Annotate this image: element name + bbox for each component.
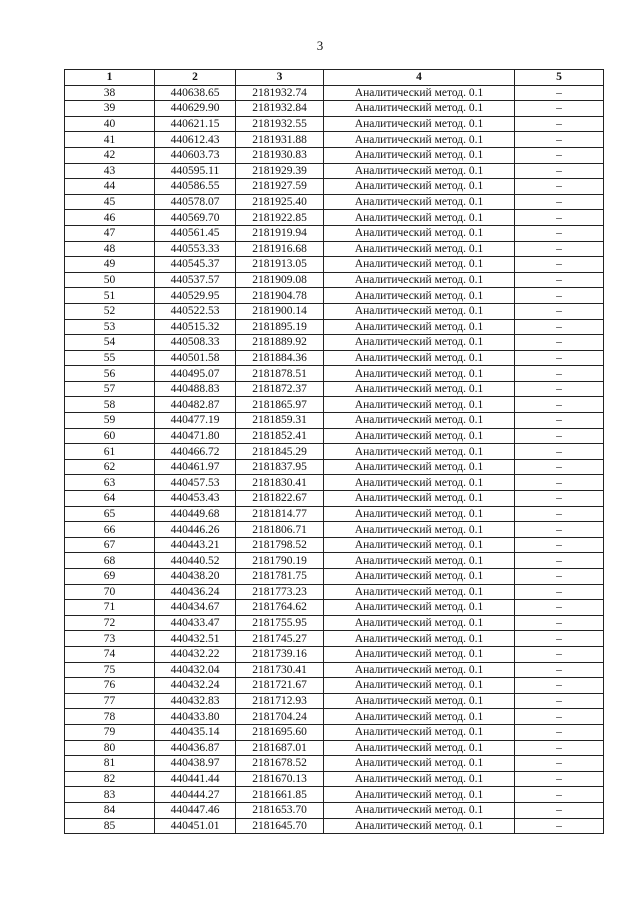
point-number-cell: 82 bbox=[65, 771, 155, 787]
note-cell: – bbox=[515, 631, 604, 647]
note-cell: – bbox=[515, 802, 604, 818]
method-cell: Аналитический метод. 0.1 bbox=[324, 428, 515, 444]
y-coordinate-cell: 2181764.62 bbox=[236, 600, 324, 616]
point-number-cell: 66 bbox=[65, 522, 155, 538]
x-coordinate-cell: 440432.24 bbox=[155, 678, 236, 694]
point-number-cell: 65 bbox=[65, 506, 155, 522]
y-coordinate-cell: 2181773.23 bbox=[236, 584, 324, 600]
point-number-cell: 42 bbox=[65, 147, 155, 163]
note-cell: – bbox=[515, 428, 604, 444]
x-coordinate-cell: 440432.04 bbox=[155, 662, 236, 678]
table-row bbox=[65, 818, 604, 834]
y-coordinate-cell: 2181895.19 bbox=[236, 319, 324, 335]
note-cell: – bbox=[515, 288, 604, 304]
y-coordinate-cell: 2181745.27 bbox=[236, 631, 324, 647]
x-coordinate-cell: 440449.68 bbox=[155, 506, 236, 522]
table-row bbox=[65, 241, 604, 257]
y-coordinate-cell: 2181931.88 bbox=[236, 132, 324, 148]
table-row bbox=[65, 303, 604, 319]
point-number-cell: 46 bbox=[65, 210, 155, 226]
table-row bbox=[65, 724, 604, 740]
method-cell: Аналитический метод. 0.1 bbox=[324, 163, 515, 179]
x-coordinate-cell: 440461.97 bbox=[155, 459, 236, 475]
note-cell: – bbox=[515, 709, 604, 725]
x-coordinate-cell: 440612.43 bbox=[155, 132, 236, 148]
method-cell: Аналитический метод. 0.1 bbox=[324, 257, 515, 273]
point-number-cell: 67 bbox=[65, 537, 155, 553]
note-cell: – bbox=[515, 569, 604, 585]
note-cell: – bbox=[515, 787, 604, 803]
table-row bbox=[65, 709, 604, 725]
method-cell: Аналитический метод. 0.1 bbox=[324, 459, 515, 475]
point-number-cell: 56 bbox=[65, 366, 155, 382]
method-cell: Аналитический метод. 0.1 bbox=[324, 397, 515, 413]
method-cell: Аналитический метод. 0.1 bbox=[324, 381, 515, 397]
x-coordinate-cell: 440488.83 bbox=[155, 381, 236, 397]
point-number-cell: 61 bbox=[65, 444, 155, 460]
note-cell: – bbox=[515, 303, 604, 319]
method-cell: Аналитический метод. 0.1 bbox=[324, 475, 515, 491]
y-coordinate-cell: 2181927.59 bbox=[236, 179, 324, 195]
x-coordinate-cell: 440438.97 bbox=[155, 756, 236, 772]
note-cell: – bbox=[515, 506, 604, 522]
point-number-cell: 47 bbox=[65, 225, 155, 241]
y-coordinate-cell: 2181798.52 bbox=[236, 537, 324, 553]
note-cell: – bbox=[515, 740, 604, 756]
table-row bbox=[65, 646, 604, 662]
point-number-cell: 59 bbox=[65, 413, 155, 429]
method-cell: Аналитический метод. 0.1 bbox=[324, 444, 515, 460]
column-header-4: 4 bbox=[324, 70, 515, 86]
table-row bbox=[65, 600, 604, 616]
y-coordinate-cell: 2181781.75 bbox=[236, 569, 324, 585]
y-coordinate-cell: 2181913.05 bbox=[236, 257, 324, 273]
x-coordinate-cell: 440595.11 bbox=[155, 163, 236, 179]
method-cell: Аналитический метод. 0.1 bbox=[324, 631, 515, 647]
note-cell: – bbox=[515, 491, 604, 507]
note-cell: – bbox=[515, 522, 604, 538]
method-cell: Аналитический метод. 0.1 bbox=[324, 85, 515, 101]
y-coordinate-cell: 2181661.85 bbox=[236, 787, 324, 803]
table-row bbox=[65, 787, 604, 803]
x-coordinate-cell: 440432.51 bbox=[155, 631, 236, 647]
table-header-row bbox=[65, 70, 604, 86]
method-cell: Аналитический метод. 0.1 bbox=[324, 116, 515, 132]
x-coordinate-cell: 440433.80 bbox=[155, 709, 236, 725]
y-coordinate-cell: 2181670.13 bbox=[236, 771, 324, 787]
note-cell: – bbox=[515, 366, 604, 382]
table-body bbox=[65, 85, 604, 834]
y-coordinate-cell: 2181929.39 bbox=[236, 163, 324, 179]
x-coordinate-cell: 440629.90 bbox=[155, 101, 236, 117]
y-coordinate-cell: 2181859.31 bbox=[236, 413, 324, 429]
point-number-cell: 43 bbox=[65, 163, 155, 179]
note-cell: – bbox=[515, 444, 604, 460]
x-coordinate-cell: 440553.33 bbox=[155, 241, 236, 257]
note-cell: – bbox=[515, 210, 604, 226]
y-coordinate-cell: 2181704.24 bbox=[236, 709, 324, 725]
point-number-cell: 38 bbox=[65, 85, 155, 101]
y-coordinate-cell: 2181822.67 bbox=[236, 491, 324, 507]
x-coordinate-cell: 440471.80 bbox=[155, 428, 236, 444]
x-coordinate-cell: 440443.21 bbox=[155, 537, 236, 553]
note-cell: – bbox=[515, 101, 604, 117]
y-coordinate-cell: 2181930.83 bbox=[236, 147, 324, 163]
note-cell: – bbox=[515, 85, 604, 101]
table-row bbox=[65, 163, 604, 179]
point-number-cell: 53 bbox=[65, 319, 155, 335]
y-coordinate-cell: 2181712.93 bbox=[236, 693, 324, 709]
note-cell: – bbox=[515, 194, 604, 210]
page-number: 3 bbox=[316, 38, 324, 53]
y-coordinate-cell: 2181790.19 bbox=[236, 553, 324, 569]
y-coordinate-cell: 2181845.29 bbox=[236, 444, 324, 460]
note-cell: – bbox=[515, 475, 604, 491]
point-number-cell: 50 bbox=[65, 272, 155, 288]
table-row bbox=[65, 537, 604, 553]
note-cell: – bbox=[515, 724, 604, 740]
table-row bbox=[65, 272, 604, 288]
method-cell: Аналитический метод. 0.1 bbox=[324, 771, 515, 787]
method-cell: Аналитический метод. 0.1 bbox=[324, 537, 515, 553]
method-cell: Аналитический метод. 0.1 bbox=[324, 288, 515, 304]
method-cell: Аналитический метод. 0.1 bbox=[324, 366, 515, 382]
note-cell: – bbox=[515, 257, 604, 273]
note-cell: – bbox=[515, 132, 604, 148]
point-number-cell: 80 bbox=[65, 740, 155, 756]
x-coordinate-cell: 440432.22 bbox=[155, 646, 236, 662]
note-cell: – bbox=[515, 116, 604, 132]
y-coordinate-cell: 2181904.78 bbox=[236, 288, 324, 304]
point-number-cell: 51 bbox=[65, 288, 155, 304]
y-coordinate-cell: 2181932.74 bbox=[236, 85, 324, 101]
y-coordinate-cell: 2181721.67 bbox=[236, 678, 324, 694]
note-cell: – bbox=[515, 397, 604, 413]
y-coordinate-cell: 2181814.77 bbox=[236, 506, 324, 522]
x-coordinate-cell: 440433.47 bbox=[155, 615, 236, 631]
x-coordinate-cell: 440436.87 bbox=[155, 740, 236, 756]
method-cell: Аналитический метод. 0.1 bbox=[324, 693, 515, 709]
x-coordinate-cell: 440529.95 bbox=[155, 288, 236, 304]
x-coordinate-cell: 440522.53 bbox=[155, 303, 236, 319]
table-row bbox=[65, 288, 604, 304]
point-number-cell: 78 bbox=[65, 709, 155, 725]
note-cell: – bbox=[515, 335, 604, 351]
x-coordinate-cell: 440569.70 bbox=[155, 210, 236, 226]
y-coordinate-cell: 2181695.60 bbox=[236, 724, 324, 740]
y-coordinate-cell: 2181687.01 bbox=[236, 740, 324, 756]
table-row bbox=[65, 693, 604, 709]
table-row bbox=[65, 522, 604, 538]
table-row bbox=[65, 381, 604, 397]
table-row bbox=[65, 475, 604, 491]
table-row bbox=[65, 459, 604, 475]
table-row bbox=[65, 413, 604, 429]
table-row bbox=[65, 132, 604, 148]
point-number-cell: 76 bbox=[65, 678, 155, 694]
table-row bbox=[65, 428, 604, 444]
point-number-cell: 44 bbox=[65, 179, 155, 195]
y-coordinate-cell: 2181830.41 bbox=[236, 475, 324, 491]
note-cell: – bbox=[515, 459, 604, 475]
x-coordinate-cell: 440440.52 bbox=[155, 553, 236, 569]
method-cell: Аналитический метод. 0.1 bbox=[324, 553, 515, 569]
x-coordinate-cell: 440561.45 bbox=[155, 225, 236, 241]
point-number-cell: 62 bbox=[65, 459, 155, 475]
x-coordinate-cell: 440477.19 bbox=[155, 413, 236, 429]
y-coordinate-cell: 2181889.92 bbox=[236, 335, 324, 351]
table-row bbox=[65, 366, 604, 382]
table-row bbox=[65, 569, 604, 585]
y-coordinate-cell: 2181932.55 bbox=[236, 116, 324, 132]
method-cell: Аналитический метод. 0.1 bbox=[324, 724, 515, 740]
method-cell: Аналитический метод. 0.1 bbox=[324, 569, 515, 585]
note-cell: – bbox=[515, 756, 604, 772]
table-row bbox=[65, 116, 604, 132]
y-coordinate-cell: 2181837.95 bbox=[236, 459, 324, 475]
table-row bbox=[65, 506, 604, 522]
method-cell: Аналитический метод. 0.1 bbox=[324, 756, 515, 772]
x-coordinate-cell: 440537.57 bbox=[155, 272, 236, 288]
point-number-cell: 39 bbox=[65, 101, 155, 117]
method-cell: Аналитический метод. 0.1 bbox=[324, 646, 515, 662]
y-coordinate-cell: 2181755.95 bbox=[236, 615, 324, 631]
note-cell: – bbox=[515, 818, 604, 834]
x-coordinate-cell: 440457.53 bbox=[155, 475, 236, 491]
x-coordinate-cell: 440453.43 bbox=[155, 491, 236, 507]
table-row bbox=[65, 319, 604, 335]
table-row bbox=[65, 631, 604, 647]
y-coordinate-cell: 2181909.08 bbox=[236, 272, 324, 288]
method-cell: Аналитический метод. 0.1 bbox=[324, 303, 515, 319]
point-number-cell: 40 bbox=[65, 116, 155, 132]
note-cell: – bbox=[515, 600, 604, 616]
note-cell: – bbox=[515, 678, 604, 694]
method-cell: Аналитический метод. 0.1 bbox=[324, 350, 515, 366]
x-coordinate-cell: 440545.37 bbox=[155, 257, 236, 273]
table-row bbox=[65, 740, 604, 756]
note-cell: – bbox=[515, 693, 604, 709]
table-row bbox=[65, 771, 604, 787]
method-cell: Аналитический метод. 0.1 bbox=[324, 818, 515, 834]
y-coordinate-cell: 2181900.14 bbox=[236, 303, 324, 319]
y-coordinate-cell: 2181932.84 bbox=[236, 101, 324, 117]
column-header-2: 2 bbox=[155, 70, 236, 86]
note-cell: – bbox=[515, 553, 604, 569]
y-coordinate-cell: 2181872.37 bbox=[236, 381, 324, 397]
x-coordinate-cell: 440578.07 bbox=[155, 194, 236, 210]
x-coordinate-cell: 440466.72 bbox=[155, 444, 236, 460]
y-coordinate-cell: 2181730.41 bbox=[236, 662, 324, 678]
method-cell: Аналитический метод. 0.1 bbox=[324, 413, 515, 429]
point-number-cell: 79 bbox=[65, 724, 155, 740]
note-cell: – bbox=[515, 241, 604, 257]
point-number-cell: 70 bbox=[65, 584, 155, 600]
method-cell: Аналитический метод. 0.1 bbox=[324, 584, 515, 600]
method-cell: Аналитический метод. 0.1 bbox=[324, 600, 515, 616]
table-row bbox=[65, 756, 604, 772]
point-number-cell: 73 bbox=[65, 631, 155, 647]
y-coordinate-cell: 2181884.36 bbox=[236, 350, 324, 366]
table-row bbox=[65, 85, 604, 101]
x-coordinate-cell: 440495.07 bbox=[155, 366, 236, 382]
table-row bbox=[65, 662, 604, 678]
x-coordinate-cell: 440451.01 bbox=[155, 818, 236, 834]
y-coordinate-cell: 2181919.94 bbox=[236, 225, 324, 241]
note-cell: – bbox=[515, 179, 604, 195]
note-cell: – bbox=[515, 646, 604, 662]
point-number-cell: 69 bbox=[65, 569, 155, 585]
point-number-cell: 84 bbox=[65, 802, 155, 818]
x-coordinate-cell: 440435.14 bbox=[155, 724, 236, 740]
x-coordinate-cell: 440621.15 bbox=[155, 116, 236, 132]
y-coordinate-cell: 2181806.71 bbox=[236, 522, 324, 538]
method-cell: Аналитический метод. 0.1 bbox=[324, 506, 515, 522]
method-cell: Аналитический метод. 0.1 bbox=[324, 662, 515, 678]
x-coordinate-cell: 440438.20 bbox=[155, 569, 236, 585]
y-coordinate-cell: 2181922.85 bbox=[236, 210, 324, 226]
x-coordinate-cell: 440603.73 bbox=[155, 147, 236, 163]
point-number-cell: 57 bbox=[65, 381, 155, 397]
method-cell: Аналитический метод. 0.1 bbox=[324, 194, 515, 210]
method-cell: Аналитический метод. 0.1 bbox=[324, 491, 515, 507]
note-cell: – bbox=[515, 381, 604, 397]
table-row bbox=[65, 350, 604, 366]
coordinates-table bbox=[64, 69, 604, 834]
table-row bbox=[65, 397, 604, 413]
point-number-cell: 49 bbox=[65, 257, 155, 273]
method-cell: Аналитический метод. 0.1 bbox=[324, 522, 515, 538]
point-number-cell: 85 bbox=[65, 818, 155, 834]
y-coordinate-cell: 2181739.16 bbox=[236, 646, 324, 662]
point-number-cell: 83 bbox=[65, 787, 155, 803]
note-cell: – bbox=[515, 272, 604, 288]
method-cell: Аналитический метод. 0.1 bbox=[324, 787, 515, 803]
point-number-cell: 68 bbox=[65, 553, 155, 569]
y-coordinate-cell: 2181645.70 bbox=[236, 818, 324, 834]
method-cell: Аналитический метод. 0.1 bbox=[324, 319, 515, 335]
table-row bbox=[65, 584, 604, 600]
point-number-cell: 72 bbox=[65, 615, 155, 631]
note-cell: – bbox=[515, 163, 604, 179]
method-cell: Аналитический метод. 0.1 bbox=[324, 210, 515, 226]
x-coordinate-cell: 440508.33 bbox=[155, 335, 236, 351]
y-coordinate-cell: 2181925.40 bbox=[236, 194, 324, 210]
y-coordinate-cell: 2181653.70 bbox=[236, 802, 324, 818]
x-coordinate-cell: 440432.83 bbox=[155, 693, 236, 709]
x-coordinate-cell: 440447.46 bbox=[155, 802, 236, 818]
column-header-3: 3 bbox=[236, 70, 324, 86]
method-cell: Аналитический метод. 0.1 bbox=[324, 335, 515, 351]
point-number-cell: 52 bbox=[65, 303, 155, 319]
method-cell: Аналитический метод. 0.1 bbox=[324, 101, 515, 117]
method-cell: Аналитический метод. 0.1 bbox=[324, 179, 515, 195]
x-coordinate-cell: 440501.58 bbox=[155, 350, 236, 366]
point-number-cell: 77 bbox=[65, 693, 155, 709]
point-number-cell: 75 bbox=[65, 662, 155, 678]
table-row bbox=[65, 553, 604, 569]
table-row bbox=[65, 444, 604, 460]
method-cell: Аналитический метод. 0.1 bbox=[324, 225, 515, 241]
table-row bbox=[65, 678, 604, 694]
column-header-5: 5 bbox=[515, 70, 604, 86]
x-coordinate-cell: 440586.55 bbox=[155, 179, 236, 195]
y-coordinate-cell: 2181852.41 bbox=[236, 428, 324, 444]
table-row bbox=[65, 491, 604, 507]
table-row bbox=[65, 225, 604, 241]
point-number-cell: 74 bbox=[65, 646, 155, 662]
x-coordinate-cell: 440441.44 bbox=[155, 771, 236, 787]
point-number-cell: 45 bbox=[65, 194, 155, 210]
x-coordinate-cell: 440515.32 bbox=[155, 319, 236, 335]
note-cell: – bbox=[515, 350, 604, 366]
method-cell: Аналитический метод. 0.1 bbox=[324, 709, 515, 725]
note-cell: – bbox=[515, 615, 604, 631]
x-coordinate-cell: 440444.27 bbox=[155, 787, 236, 803]
point-number-cell: 64 bbox=[65, 491, 155, 507]
point-number-cell: 54 bbox=[65, 335, 155, 351]
x-coordinate-cell: 440434.67 bbox=[155, 600, 236, 616]
method-cell: Аналитический метод. 0.1 bbox=[324, 241, 515, 257]
method-cell: Аналитический метод. 0.1 bbox=[324, 272, 515, 288]
point-number-cell: 60 bbox=[65, 428, 155, 444]
y-coordinate-cell: 2181865.97 bbox=[236, 397, 324, 413]
x-coordinate-cell: 440482.87 bbox=[155, 397, 236, 413]
point-number-cell: 71 bbox=[65, 600, 155, 616]
note-cell: – bbox=[515, 319, 604, 335]
method-cell: Аналитический метод. 0.1 bbox=[324, 132, 515, 148]
note-cell: – bbox=[515, 225, 604, 241]
table-row bbox=[65, 257, 604, 273]
table-row bbox=[65, 101, 604, 117]
y-coordinate-cell: 2181916.68 bbox=[236, 241, 324, 257]
table-row bbox=[65, 210, 604, 226]
table-row bbox=[65, 802, 604, 818]
table-row bbox=[65, 179, 604, 195]
note-cell: – bbox=[515, 413, 604, 429]
method-cell: Аналитический метод. 0.1 bbox=[324, 615, 515, 631]
point-number-cell: 58 bbox=[65, 397, 155, 413]
point-number-cell: 55 bbox=[65, 350, 155, 366]
note-cell: – bbox=[515, 147, 604, 163]
table-row bbox=[65, 194, 604, 210]
method-cell: Аналитический метод. 0.1 bbox=[324, 678, 515, 694]
point-number-cell: 81 bbox=[65, 756, 155, 772]
note-cell: – bbox=[515, 584, 604, 600]
x-coordinate-cell: 440446.26 bbox=[155, 522, 236, 538]
x-coordinate-cell: 440436.24 bbox=[155, 584, 236, 600]
point-number-cell: 48 bbox=[65, 241, 155, 257]
note-cell: – bbox=[515, 662, 604, 678]
method-cell: Аналитический метод. 0.1 bbox=[324, 802, 515, 818]
x-coordinate-cell: 440638.65 bbox=[155, 85, 236, 101]
note-cell: – bbox=[515, 537, 604, 553]
point-number-cell: 63 bbox=[65, 475, 155, 491]
y-coordinate-cell: 2181678.52 bbox=[236, 756, 324, 772]
method-cell: Аналитический метод. 0.1 bbox=[324, 147, 515, 163]
column-header-1: 1 bbox=[65, 70, 155, 86]
table-row bbox=[65, 335, 604, 351]
table-row bbox=[65, 147, 604, 163]
y-coordinate-cell: 2181878.51 bbox=[236, 366, 324, 382]
note-cell: – bbox=[515, 771, 604, 787]
table-row bbox=[65, 615, 604, 631]
method-cell: Аналитический метод. 0.1 bbox=[324, 740, 515, 756]
point-number-cell: 41 bbox=[65, 132, 155, 148]
